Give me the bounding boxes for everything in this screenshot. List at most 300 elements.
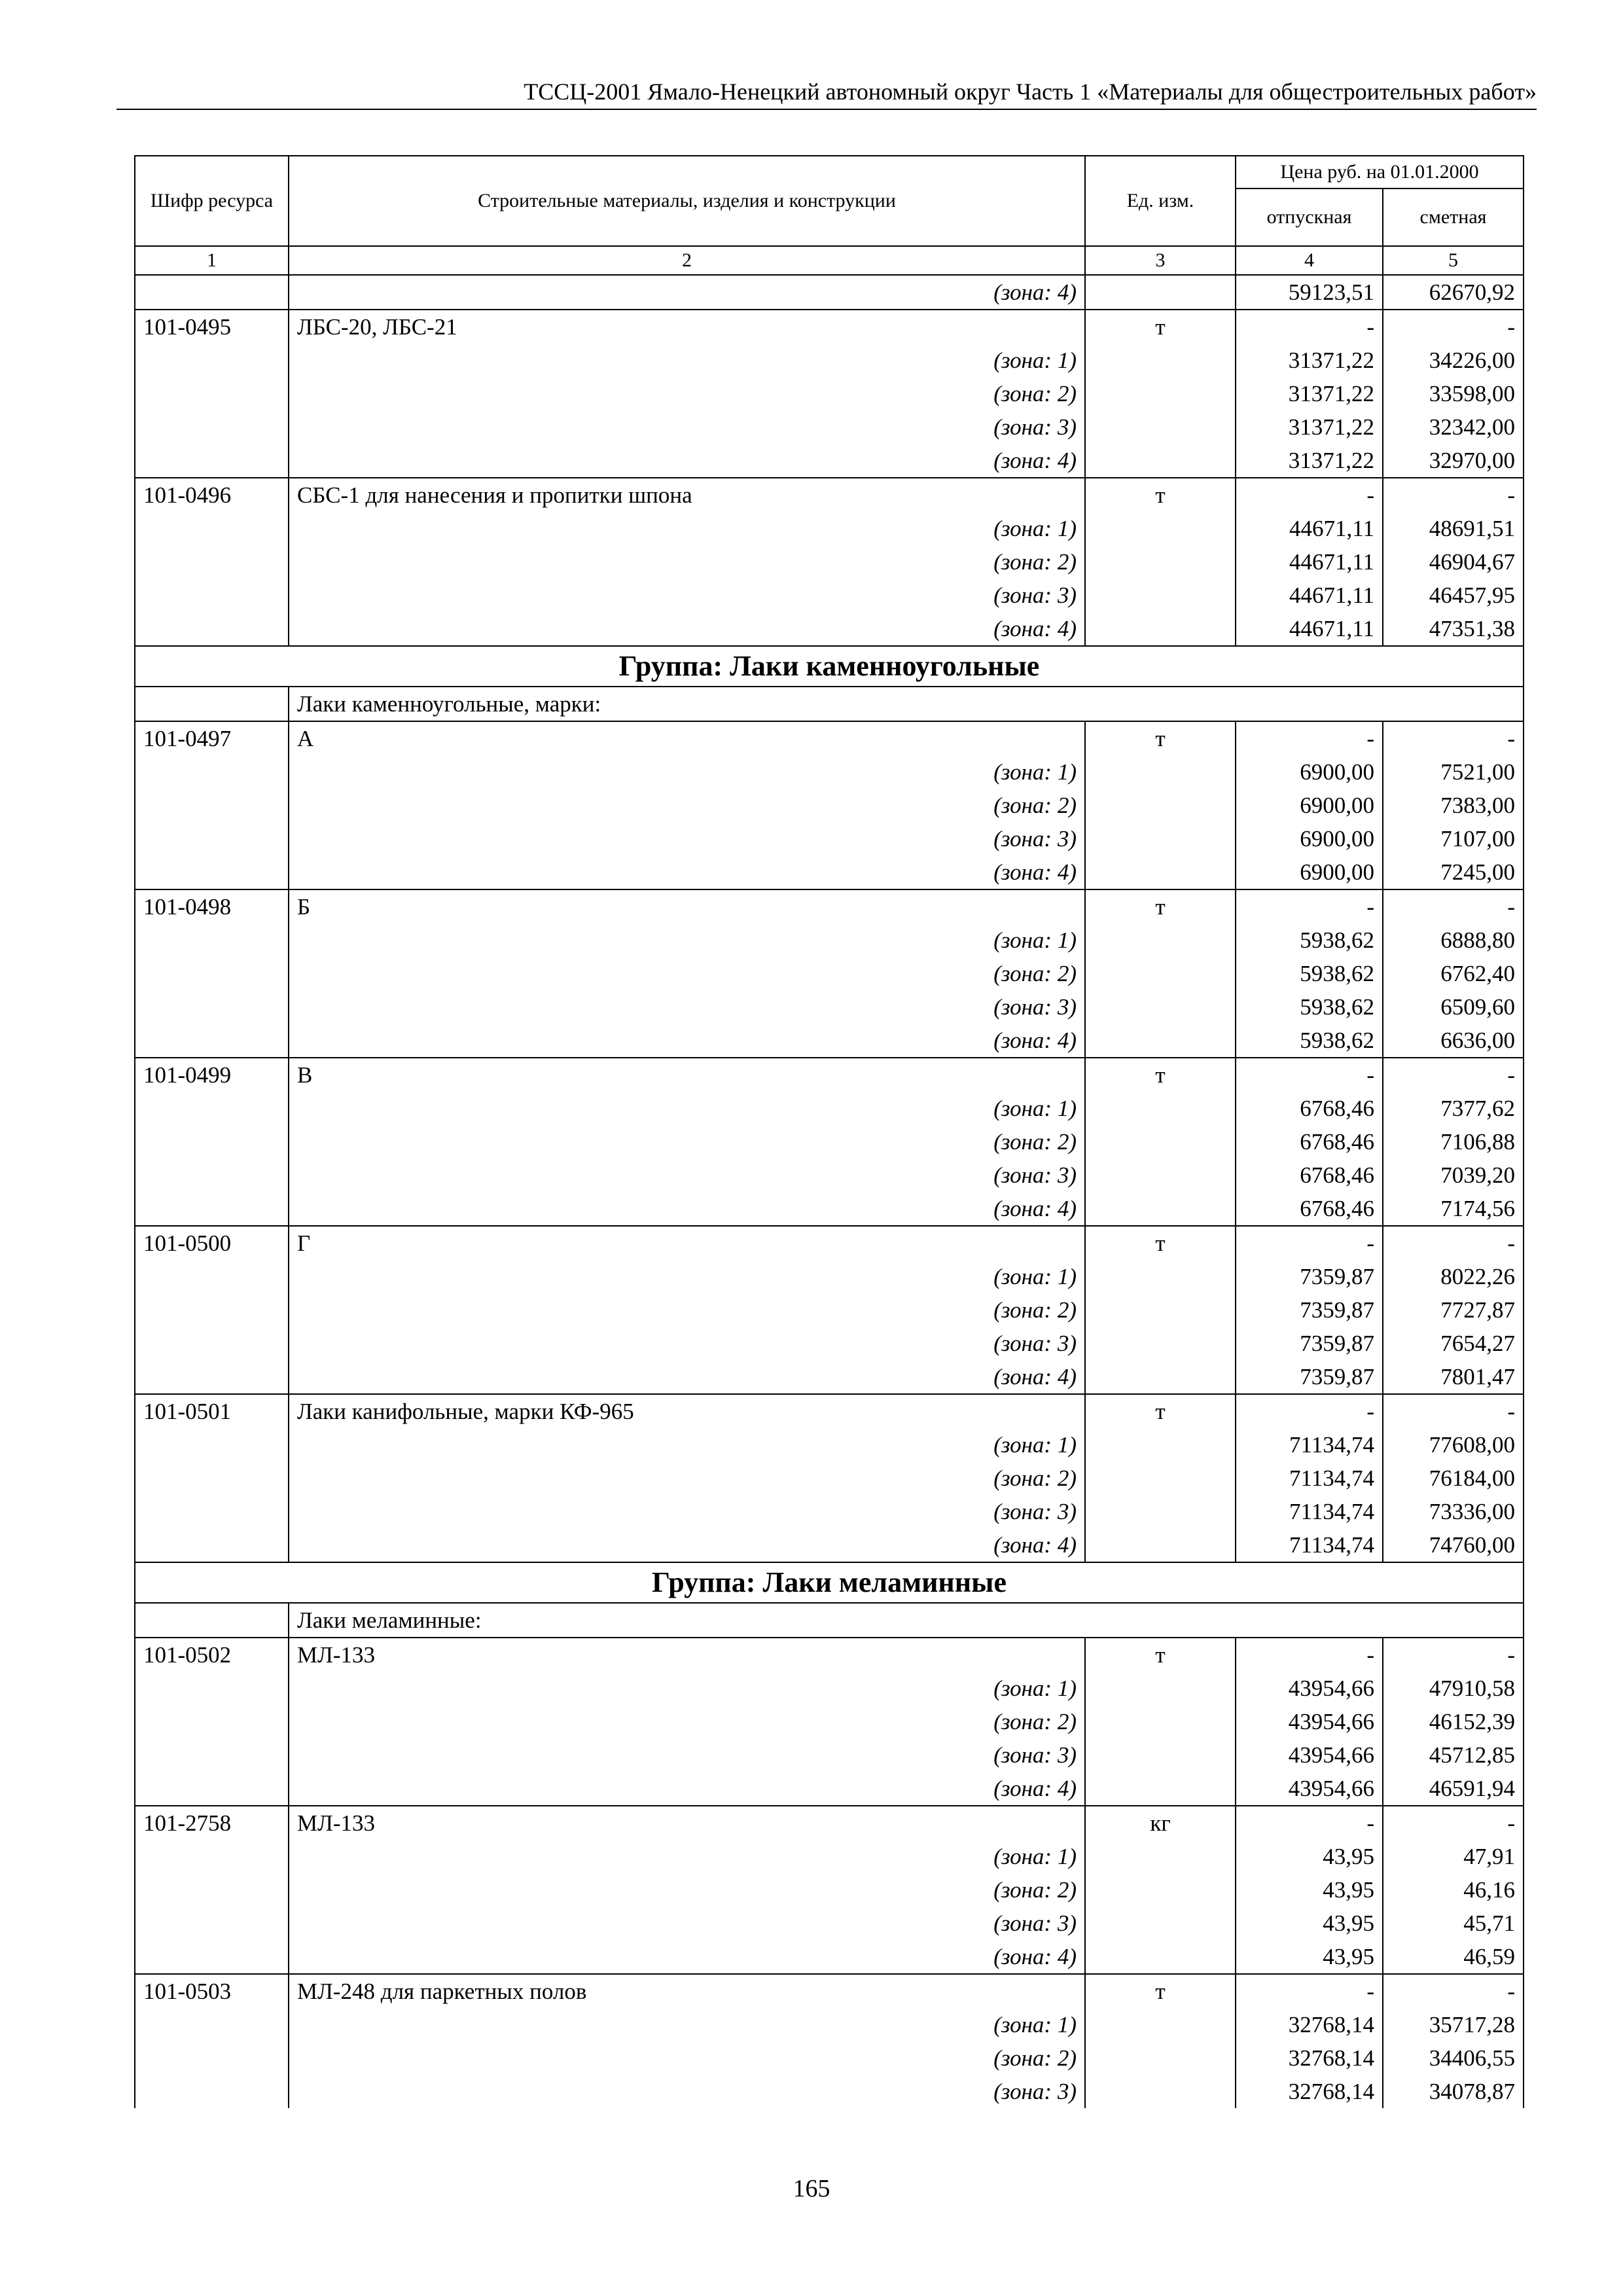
estimate-price: 6888,80 (1383, 924, 1524, 957)
resource-code: 101-2758 (135, 1806, 289, 1840)
zone-label: (зона: 3) (289, 1158, 1085, 1192)
material-name: Г (289, 1226, 1085, 1260)
zone-price-row (135, 2075, 1524, 2108)
zone-label: (зона: 2) (289, 545, 1085, 579)
resource-code: 101-0495 (135, 310, 289, 344)
unit-cell (1085, 924, 1236, 957)
zone-price-row (135, 1260, 1524, 1293)
unit-cell (1085, 1528, 1236, 1562)
zone-price-row (135, 410, 1524, 444)
estimate-price: - (1383, 310, 1524, 344)
release-price: - (1236, 1058, 1383, 1092)
unit-cell (1085, 1462, 1236, 1495)
zone-price-row (135, 822, 1524, 855)
resource-code-cell (135, 1192, 289, 1226)
zone-price-row (135, 1495, 1524, 1528)
estimate-price: 47910,58 (1383, 1672, 1524, 1705)
unit-cell (1085, 410, 1236, 444)
zone-price-row (135, 1024, 1524, 1058)
estimate-price: 73336,00 (1383, 1495, 1524, 1528)
release-price: 43954,66 (1236, 1705, 1383, 1738)
table-body (135, 275, 1524, 2108)
estimate-price: 33598,00 (1383, 377, 1524, 410)
estimate-price: 35717,28 (1383, 2008, 1524, 2041)
resource-code-cell (135, 1495, 289, 1528)
resource-code-cell (135, 444, 289, 478)
estimate-price: 7377,62 (1383, 1092, 1524, 1125)
zone-label: (зона: 3) (289, 579, 1085, 612)
release-price: 6768,46 (1236, 1125, 1383, 1158)
unit-cell (1085, 789, 1236, 822)
material-row (135, 1806, 1524, 1840)
resource-code-cell (135, 275, 289, 310)
zone-label: (зона: 3) (289, 2075, 1085, 2108)
zone-label: (зона: 4) (289, 855, 1085, 889)
resource-code-cell (135, 1873, 289, 1907)
material-row (135, 1974, 1524, 2008)
resource-code-cell (135, 1907, 289, 1940)
estimate-price: 34406,55 (1383, 2041, 1524, 2075)
estimate-price: 7521,00 (1383, 755, 1524, 789)
resource-code-cell (135, 687, 289, 721)
unit-of-measure: т (1085, 1974, 1236, 2008)
material-name: МЛ-133 (289, 1806, 1085, 1840)
zone-label: (зона: 1) (289, 924, 1085, 957)
zone-label: (зона: 1) (289, 1260, 1085, 1293)
material-name: СБС-1 для нанесения и пропитки шпона (289, 478, 1085, 512)
release-price: 44671,11 (1236, 512, 1383, 545)
zone-price-row (135, 1092, 1524, 1125)
resource-code-cell (135, 957, 289, 990)
unit-cell (1085, 1260, 1236, 1293)
estimate-price: 7654,27 (1383, 1327, 1524, 1360)
resource-code-cell (135, 924, 289, 957)
estimate-price: 6636,00 (1383, 1024, 1524, 1058)
zone-price-row (135, 1327, 1524, 1360)
resource-code-cell (135, 579, 289, 612)
release-price: 7359,87 (1236, 1327, 1383, 1360)
resource-code-cell (135, 755, 289, 789)
zone-label: (зона: 3) (289, 1738, 1085, 1772)
estimate-price: 7801,47 (1383, 1360, 1524, 1394)
material-row (135, 889, 1524, 924)
zone-price-row (135, 545, 1524, 579)
zone-label: (зона: 4) (289, 1528, 1085, 1562)
zone-price-row (135, 1528, 1524, 1562)
material-name: В (289, 1058, 1085, 1092)
zone-label: (зона: 3) (289, 1907, 1085, 1940)
resource-code-cell (135, 2041, 289, 2075)
zone-price-row (135, 344, 1524, 377)
zone-price-row (135, 612, 1524, 646)
material-row (135, 1058, 1524, 1092)
zone-price-row (135, 444, 1524, 478)
zone-price-row (135, 1738, 1524, 1772)
estimate-price: 47,91 (1383, 1840, 1524, 1873)
unit-of-measure: т (1085, 1394, 1236, 1428)
estimate-price: 6762,40 (1383, 957, 1524, 990)
release-price: 5938,62 (1236, 1024, 1383, 1058)
release-price: 43,95 (1236, 1840, 1383, 1873)
price-table (134, 155, 1524, 2108)
zone-label: (зона: 4) (289, 1024, 1085, 1058)
estimate-price: 7106,88 (1383, 1125, 1524, 1158)
zone-price-row (135, 1873, 1524, 1907)
estimate-price: 46,16 (1383, 1873, 1524, 1907)
release-price: 6768,46 (1236, 1092, 1383, 1125)
release-price: - (1236, 1974, 1383, 2008)
resource-code: 101-0502 (135, 1638, 289, 1672)
zone-label: (зона: 1) (289, 1092, 1085, 1125)
unit-cell (1085, 755, 1236, 789)
resource-code-cell (135, 789, 289, 822)
release-price: 32768,14 (1236, 2008, 1383, 2041)
unit-cell (1085, 1495, 1236, 1528)
resource-code: 101-0499 (135, 1058, 289, 1092)
unit-cell (1085, 957, 1236, 990)
resource-code-cell (135, 545, 289, 579)
estimate-price: 7727,87 (1383, 1293, 1524, 1327)
zone-label: (зона: 4) (289, 444, 1085, 478)
unit-of-measure: т (1085, 1638, 1236, 1672)
zone-price-row (135, 1705, 1524, 1738)
zone-price-row (135, 990, 1524, 1024)
resource-code-cell (135, 1705, 289, 1738)
release-price: 7359,87 (1236, 1360, 1383, 1394)
zone-label: (зона: 3) (289, 1495, 1085, 1528)
release-price: 5938,62 (1236, 924, 1383, 957)
resource-code-cell (135, 1158, 289, 1192)
estimate-price: 8022,26 (1383, 1260, 1524, 1293)
estimate-price: - (1383, 1226, 1524, 1260)
release-price: 31371,22 (1236, 444, 1383, 478)
release-price: 43,95 (1236, 1940, 1383, 1974)
release-price: 71134,74 (1236, 1495, 1383, 1528)
release-price: - (1236, 1638, 1383, 1672)
estimate-price: 7107,00 (1383, 822, 1524, 855)
group-heading-row (135, 646, 1524, 687)
resource-code-cell (135, 344, 289, 377)
unit-cell (1085, 579, 1236, 612)
unit-cell (1085, 377, 1236, 410)
zone-label: (зона: 4) (289, 1940, 1085, 1974)
zone-label: (зона: 2) (289, 789, 1085, 822)
release-price: 44671,11 (1236, 579, 1383, 612)
estimate-price: 45712,85 (1383, 1738, 1524, 1772)
unit-of-measure: т (1085, 721, 1236, 755)
release-price: 43954,66 (1236, 1672, 1383, 1705)
material-row (135, 478, 1524, 512)
estimate-price: - (1383, 1974, 1524, 2008)
estimate-price: - (1383, 478, 1524, 512)
resource-code-cell (135, 1772, 289, 1806)
zone-price-row (135, 2041, 1524, 2075)
resource-code-cell (135, 1840, 289, 1873)
resource-code: 101-0497 (135, 721, 289, 755)
estimate-price: 74760,00 (1383, 1528, 1524, 1562)
unit-cell (1085, 1192, 1236, 1226)
zone-label: (зона: 1) (289, 344, 1085, 377)
page-header: ТССЦ-2001 Ямало-Ненецкий автономный округ Часть 1 «Материалы для общестроительных работ» (116, 77, 1537, 110)
zone-price-row (135, 377, 1524, 410)
unit-cell (1085, 1672, 1236, 1705)
header-unit: Ед. изм. (1085, 156, 1236, 246)
release-price: 31371,22 (1236, 410, 1383, 444)
estimate-price: 46,59 (1383, 1940, 1524, 1974)
unit-cell (1085, 1705, 1236, 1738)
release-price: 5938,62 (1236, 990, 1383, 1024)
unit-of-measure: т (1085, 478, 1236, 512)
estimate-price: 46457,95 (1383, 579, 1524, 612)
zone-label: (зона: 1) (289, 755, 1085, 789)
zone-price-row (135, 1840, 1524, 1873)
resource-code-cell (135, 1528, 289, 1562)
material-row (135, 1394, 1524, 1428)
column-number: 3 (1085, 246, 1236, 275)
zone-price-row (135, 512, 1524, 545)
material-row (135, 721, 1524, 755)
release-price: 71134,74 (1236, 1428, 1383, 1462)
zone-price-row (135, 855, 1524, 889)
release-price: 7359,87 (1236, 1260, 1383, 1293)
estimate-price: 7039,20 (1383, 1158, 1524, 1192)
material-name: МЛ-248 для паркетных полов (289, 1974, 1085, 2008)
release-price: 44671,11 (1236, 612, 1383, 646)
resource-code: 101-0498 (135, 889, 289, 924)
zone-label: (зона: 2) (289, 1293, 1085, 1327)
estimate-price: 7174,56 (1383, 1192, 1524, 1226)
release-price: 32768,14 (1236, 2041, 1383, 2075)
estimate-price: 76184,00 (1383, 1462, 1524, 1495)
estimate-price: 7245,00 (1383, 855, 1524, 889)
estimate-price: 6509,60 (1383, 990, 1524, 1024)
release-price: - (1236, 1394, 1383, 1428)
release-price: 43954,66 (1236, 1738, 1383, 1772)
estimate-price: 46591,94 (1383, 1772, 1524, 1806)
zone-price-row (135, 579, 1524, 612)
release-price: - (1236, 721, 1383, 755)
release-price: 44671,11 (1236, 545, 1383, 579)
release-price: 6900,00 (1236, 755, 1383, 789)
zone-label: (зона: 2) (289, 957, 1085, 990)
subgroup-row (135, 687, 1524, 721)
release-price: 43,95 (1236, 1873, 1383, 1907)
zone-price-row (135, 1672, 1524, 1705)
unit-cell (1085, 1024, 1236, 1058)
release-price: 5938,62 (1236, 957, 1383, 990)
zone-price-row (135, 924, 1524, 957)
group-heading-row (135, 1562, 1524, 1603)
unit-cell (1085, 2008, 1236, 2041)
unit-cell (1085, 1158, 1236, 1192)
estimate-price: - (1383, 721, 1524, 755)
unit-cell (1085, 1873, 1236, 1907)
header-estimate-price: сметная (1383, 188, 1524, 246)
group-heading: Группа: Лаки каменноугольные (135, 646, 1524, 687)
estimate-price: 46152,39 (1383, 1705, 1524, 1738)
release-price: - (1236, 310, 1383, 344)
zone-label: (зона: 4) (289, 612, 1085, 646)
column-number: 5 (1383, 246, 1524, 275)
release-price: 43954,66 (1236, 1772, 1383, 1806)
zone-label: (зона: 3) (289, 822, 1085, 855)
unit-cell (1085, 1092, 1236, 1125)
estimate-price: 62670,92 (1383, 275, 1524, 310)
release-price: 6768,46 (1236, 1192, 1383, 1226)
unit-of-measure: т (1085, 1058, 1236, 1092)
release-price: 6900,00 (1236, 789, 1383, 822)
resource-code: 101-0500 (135, 1226, 289, 1260)
zone-price-row (135, 1428, 1524, 1462)
zone-price-row (135, 1907, 1524, 1940)
unit-cell (1085, 990, 1236, 1024)
unit-of-measure: кг (1085, 1806, 1236, 1840)
zone-label: (зона: 4) (289, 275, 1085, 310)
subgroup-row (135, 1603, 1524, 1638)
release-price: - (1236, 889, 1383, 924)
zone-label: (зона: 2) (289, 1462, 1085, 1495)
zone-label: (зона: 4) (289, 1192, 1085, 1226)
release-price: 31371,22 (1236, 377, 1383, 410)
zone-label: (зона: 1) (289, 512, 1085, 545)
unit-cell (1085, 1738, 1236, 1772)
resource-code-cell (135, 377, 289, 410)
estimate-price: - (1383, 1394, 1524, 1428)
resource-code-cell (135, 1092, 289, 1125)
resource-code-cell (135, 2008, 289, 2041)
header-name: Строительные материалы, изделия и конструкции (289, 156, 1085, 246)
zone-label: (зона: 2) (289, 2041, 1085, 2075)
zone-label: (зона: 3) (289, 1327, 1085, 1360)
material-row (135, 1226, 1524, 1260)
release-price: 6900,00 (1236, 855, 1383, 889)
unit-cell (1085, 855, 1236, 889)
resource-code-cell (135, 2075, 289, 2108)
resource-code-cell (135, 410, 289, 444)
unit-cell (1085, 1125, 1236, 1158)
unit-of-measure: т (1085, 889, 1236, 924)
release-price: 59123,51 (1236, 275, 1383, 310)
zone-label: (зона: 2) (289, 377, 1085, 410)
unit-cell (1085, 1940, 1236, 1974)
zone-label: (зона: 4) (289, 1772, 1085, 1806)
column-number: 4 (1236, 246, 1383, 275)
resource-code-cell (135, 1738, 289, 1772)
unit-cell (1085, 444, 1236, 478)
unit-cell (1085, 1772, 1236, 1806)
unit-cell (1085, 822, 1236, 855)
zone-price-row (135, 2008, 1524, 2041)
zone-label: (зона: 4) (289, 1360, 1085, 1394)
zone-label: (зона: 1) (289, 1672, 1085, 1705)
zone-label: (зона: 1) (289, 1840, 1085, 1873)
zone-price-row (135, 1360, 1524, 1394)
zone-price-row (135, 1125, 1524, 1158)
resource-code-cell (135, 1024, 289, 1058)
unit-cell (1085, 512, 1236, 545)
material-name: Лаки канифольные, марки КФ-965 (289, 1394, 1085, 1428)
resource-code: 101-0496 (135, 478, 289, 512)
estimate-price: 45,71 (1383, 1907, 1524, 1940)
zone-price-row (135, 755, 1524, 789)
estimate-price: 34078,87 (1383, 2075, 1524, 2108)
zone-price-row (135, 1940, 1524, 1974)
resource-code-cell (135, 1293, 289, 1327)
material-name: Б (289, 889, 1085, 924)
release-price: 71134,74 (1236, 1528, 1383, 1562)
estimate-price: 46904,67 (1383, 545, 1524, 579)
unit-cell (1085, 1428, 1236, 1462)
zone-label: (зона: 2) (289, 1873, 1085, 1907)
resource-code-cell (135, 1327, 289, 1360)
unit-cell (1085, 2075, 1236, 2108)
unit-cell (1085, 1327, 1236, 1360)
estimate-price: 48691,51 (1383, 512, 1524, 545)
release-price: 6900,00 (1236, 822, 1383, 855)
resource-code-cell (135, 1125, 289, 1158)
unit-cell (1085, 2041, 1236, 2075)
group-heading: Группа: Лаки меламинные (135, 1562, 1524, 1603)
unit-cell (1085, 1360, 1236, 1394)
header-price: Цена руб. на 01.01.2000 (1236, 156, 1524, 188)
material-name: ЛБС-20, ЛБС-21 (289, 310, 1085, 344)
estimate-price: 32342,00 (1383, 410, 1524, 444)
unit-of-measure: т (1085, 1226, 1236, 1260)
resource-code-cell (135, 990, 289, 1024)
release-price: 43,95 (1236, 1907, 1383, 1940)
unit-cell (1085, 1293, 1236, 1327)
unit-cell (1085, 1840, 1236, 1873)
resource-code-cell (135, 1672, 289, 1705)
unit-cell (1085, 612, 1236, 646)
resource-code-cell (135, 822, 289, 855)
resource-code: 101-0501 (135, 1394, 289, 1428)
subgroup-label: Лаки каменноугольные, марки: (289, 687, 1524, 721)
zone-label: (зона: 3) (289, 990, 1085, 1024)
release-price: 6768,46 (1236, 1158, 1383, 1192)
estimate-price: 47351,38 (1383, 612, 1524, 646)
estimate-price: - (1383, 889, 1524, 924)
zone-label: (зона: 2) (289, 1125, 1085, 1158)
release-price: - (1236, 1806, 1383, 1840)
release-price: 7359,87 (1236, 1293, 1383, 1327)
zone-price-row (135, 1462, 1524, 1495)
unit-cell (1085, 275, 1236, 310)
estimate-price: - (1383, 1638, 1524, 1672)
resource-code-cell (135, 512, 289, 545)
resource-code-cell (135, 612, 289, 646)
material-name: А (289, 721, 1085, 755)
unit-cell (1085, 545, 1236, 579)
zone-label: (зона: 1) (289, 2008, 1085, 2041)
zone-price-row (135, 789, 1524, 822)
release-price: - (1236, 478, 1383, 512)
material-row (135, 1638, 1524, 1672)
zone-price-row (135, 1772, 1524, 1806)
header-code: Шифр ресурса (135, 156, 289, 246)
release-price: 32768,14 (1236, 2075, 1383, 2108)
release-price: 31371,22 (1236, 344, 1383, 377)
resource-code-cell (135, 1603, 289, 1638)
zone-price-row (135, 1158, 1524, 1192)
resource-code-cell (135, 1462, 289, 1495)
header-release-price: отпускная (1236, 188, 1383, 246)
resource-code-cell (135, 1428, 289, 1462)
estimate-price: 7383,00 (1383, 789, 1524, 822)
zone-label: (зона: 2) (289, 1705, 1085, 1738)
unit-cell (1085, 1907, 1236, 1940)
material-row (135, 310, 1524, 344)
